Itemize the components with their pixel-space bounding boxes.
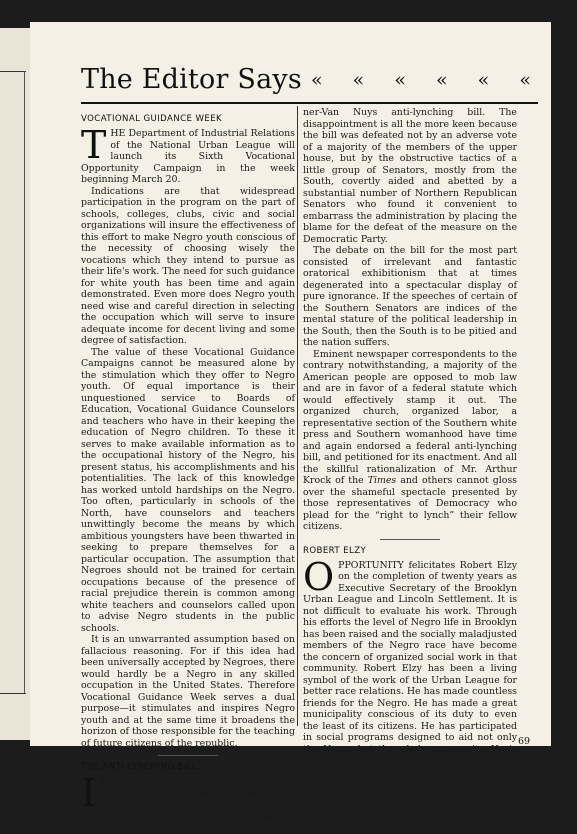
right-column: [303, 107, 517, 801]
drop-cap: T: [81, 123, 107, 167]
article-paragraph: I T would do no good to attempt to conceal the disappointment which great numbers of Americans, both black and white, feel over the failure of the Senate to pass the Wag-: [81, 771, 295, 833]
adjacent-page-edge: [0, 28, 31, 740]
adjacent-page-rule: [0, 71, 26, 72]
header-rule: [81, 102, 538, 104]
section-heading: THE ANTI-LYNCHING BILL: [81, 762, 198, 772]
section-heading: ROBERT ELZY: [303, 545, 367, 556]
italic-title: Times: [367, 475, 397, 486]
section-heading: VOCATIONAL GUIDANCE WEEK: [81, 114, 223, 124]
article-paragraph: It is an unwarranted assumption based on fallacious reasoning. For if this idea had been universally accepted by Negroes, there would hardly be a Negro in any skilled occupation in the United States. Therefore Vocational Guidance Week serves a dual purpose—it stimulates and inspires Negro youth and at the same time it broadens the horizon of those responsible for the teaching of future citizens of the republic.: [81, 634, 295, 749]
article-paragraph: The value of these Vocational Guidance Campaigns cannot be measured alone by the stimulation which they offer to Negro youth. Of equal importance is their unquestioned service to Boards of Education, Vocational Guidance Counselors and teachers who have in their keeping the education of Negro children. To these it serves to make available information as to the occupational history of the Negro, his present status, his accomplishments and his potentialities. The lack of this knowledge has worked untold hardships on the Negro. Too often, particularly in schools of the North, have counselors and teachers unwittingly become the means by which ambitious youngsters have been thwarted in seeking to prepare themselves for a particular occupation. The assumption that Negroes should not be trained for certain occupations because of the presence of racial prejudice therein is common among white teachers and counselors called upon to advise Negro students in the public schools.: [81, 346, 295, 634]
section-divider: [380, 539, 440, 540]
page-title: The Editor Says: [81, 64, 302, 95]
article-paragraph: ner-Van Nuys anti-lynching bill. The disappointment is all the more keen because the bill was defeated not by an adverse vote of a majority of the members of the upper house, but by the obstructive tactics of a little group of Senators, mostly from the South, covertly aided and abetted by a substantial number of Northern Republican Senators who found it convenient to embarrass the administration by placing the blame for the defeat of the measure on the Democratic Party.: [303, 107, 517, 245]
column-divider: [297, 106, 298, 726]
drop-cap: O: [303, 554, 335, 599]
article-paragraph: The debate on the bill for the most part consisted of irrelevant and fantastic oratorical exhibitionism that at times degenerated into a spectacular display of pure ignorance. If the speeches of certain of the Southern Senators are indices of the mental stature of the political leadership in the South, then the South is to be pitied and the nation suffers.: [303, 245, 517, 348]
section-divider: [158, 755, 218, 756]
left-column: [81, 114, 295, 834]
article-paragraph: THE Department of Industrial Relations of the National Urban League will launch its Sixth Vocational Opportunity Campaign in the week beginning March 20.: [81, 123, 295, 185]
article-paragraph: OPPORTUNITY felicitates Robert Elzy on the completion of twenty years as Executive Secretary of the Brooklyn Urban League and Lincoln Settlement. It is not difficult to evaluate his work. Through his efforts the level of Negro life in Brooklyn has been raised and the socially maladjusted members of the Negro race have become the concern of organized social work in that community. Robert Elzy has been a living symbol of the work of the Urban League for better race relations. He has made countless friends for the Negro. He has made a great municipality conscious of its duty to even the least of its citizens. He has participated in social programs designed to aid not only the Negro but the whole community. He is more than an efficient Urban League executive. He is an uncommon individual who has made a singular contribution to his race, his city and his country.: [303, 554, 517, 801]
header-ornament: « « « « « «: [311, 69, 543, 91]
article-paragraph: Indications are that widespread participation in the program on the part of schools, colleges, clubs, civic and social organizations will insure the effectiveness of this effort to make Negro youth conscious of the necessity of choosing wisely the vocations which they intend to pursue as their life's work. The need for such guidance for white youth has been time and again demonstrated. Even more does Negro youth need wise and careful direction in selecting the occupation which will serve to insure adequate income for decent living and some degree of satisfaction.: [81, 185, 295, 346]
magazine-page: [30, 22, 551, 833]
page-number: 69: [518, 736, 531, 747]
adjacent-page-column-rule: [24, 71, 25, 693]
adjacent-page-rule: [0, 693, 26, 694]
drop-cap: I: [81, 771, 97, 815]
article-paragraph: Eminent newspaper correspondents to the contrary notwithstanding, a majority of the American people are opposed to mob law and are in favor of a federal statute which would effectively stamp it out. The organized church, organized labor, a representative section of the Southern white press and Southern womanhood have time and again endorsed a federal anti-lynching bill, and petitioned for its enactment. And all the skillful rationalization of Mr. Arthur Krock of the Times and others cannot gloss over the shameful spectacle presented by those representatives of Democracy who plead for the “right to lynch” their fellow citizens.: [303, 348, 517, 532]
